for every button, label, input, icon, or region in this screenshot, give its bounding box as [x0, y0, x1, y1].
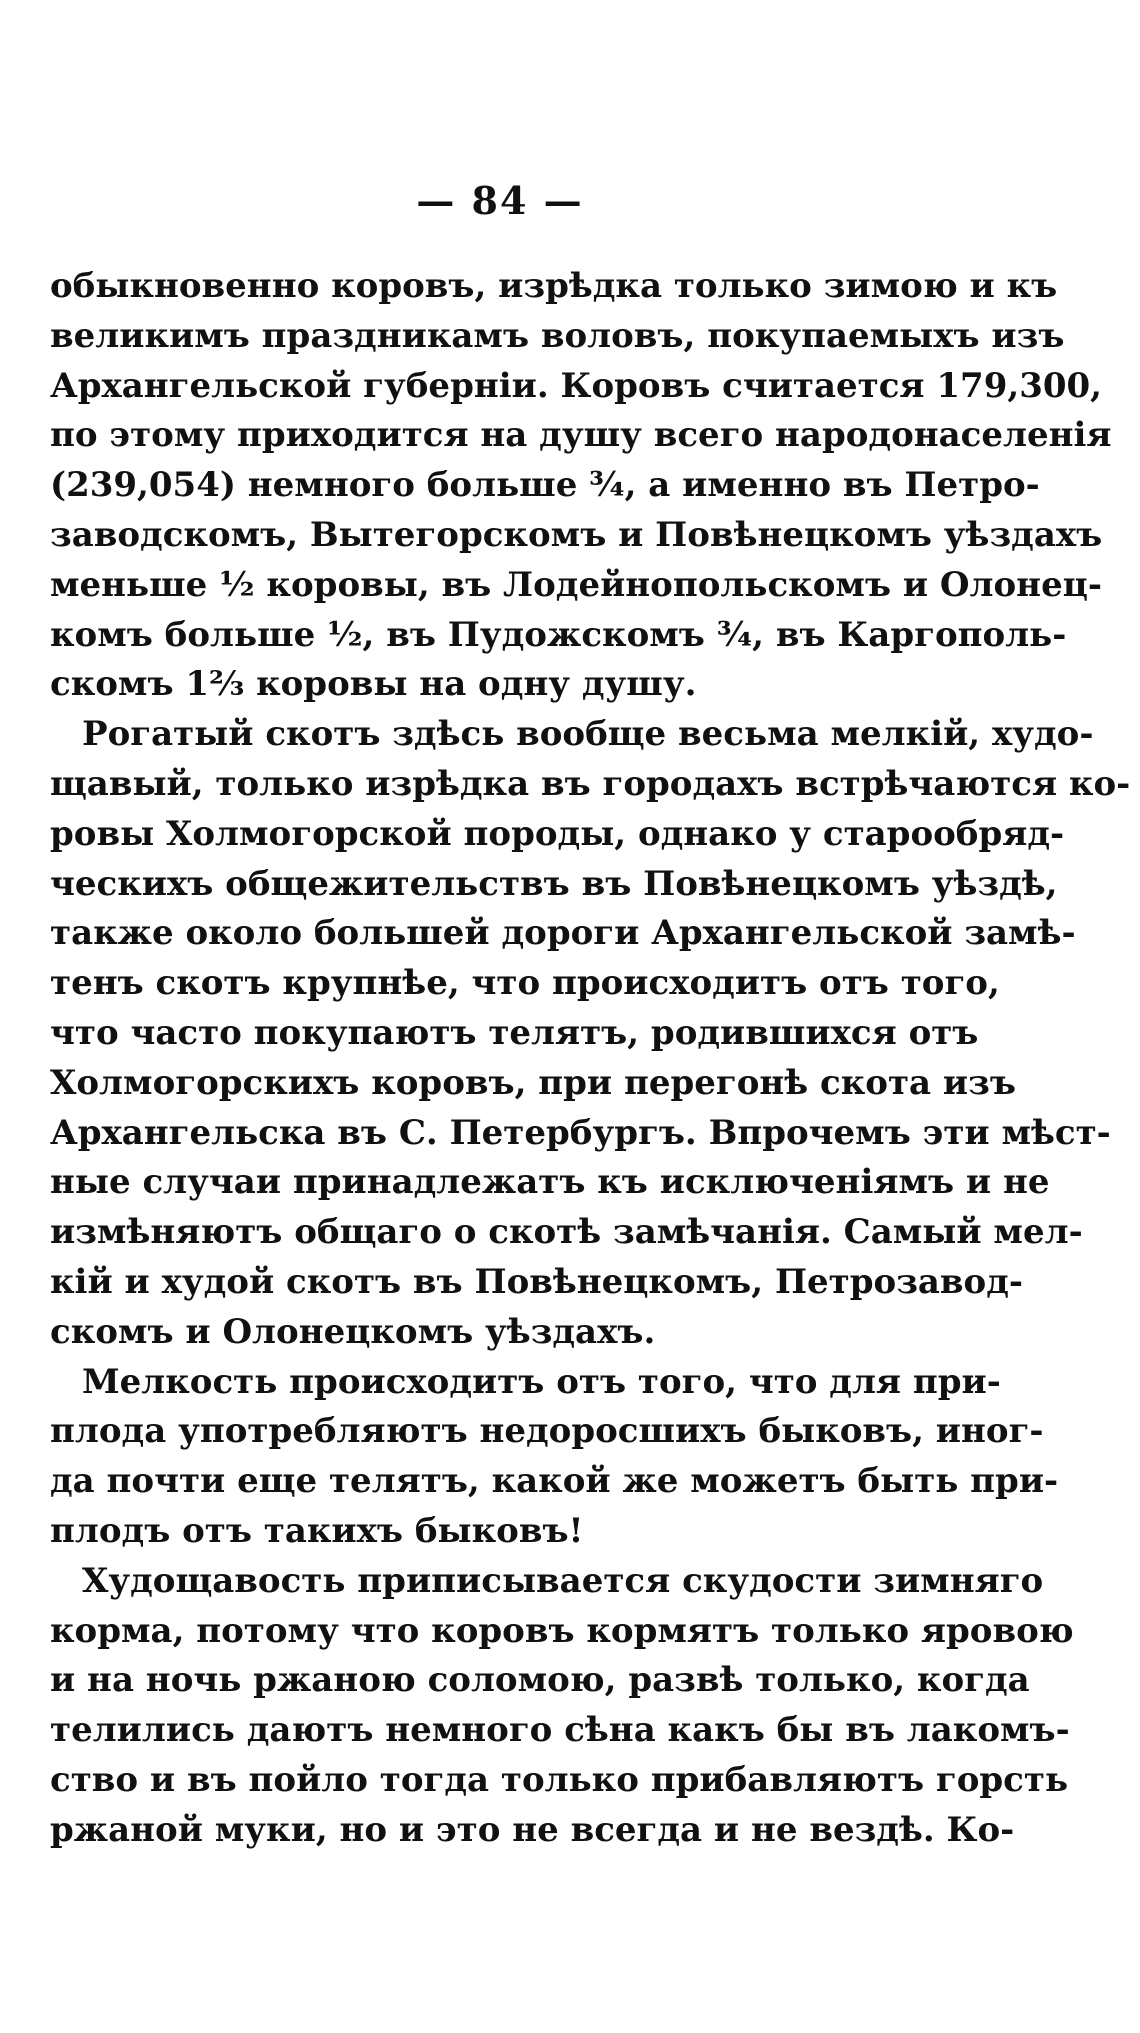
text-line: великимъ праздникамъ воловъ, покупаемыхъ изъ: [50, 315, 1065, 356]
text-line: да почти еще телятъ, какой же можетъ быть при-: [50, 1461, 1059, 1502]
text-line: обыкновенно коровъ, изрѣдка только зимою и къ: [50, 266, 1058, 306]
text-line: скомъ и Олонецкомъ уѣздахъ.: [50, 1311, 656, 1352]
text-line: Худощавость приписывается скудости зимняго: [82, 1560, 1044, 1601]
text-line: кій и худой скотъ въ Повѣнецкомъ, Петрозавод-: [50, 1261, 1024, 1302]
text-line: плодъ отъ такихъ быковъ!: [50, 1510, 584, 1551]
text-line: плода употребляютъ недоросшихъ быковъ, иног-: [50, 1411, 1044, 1452]
text-line: ческихъ общежительствъ въ Повѣнецкомъ уѣздѣ,: [50, 863, 1058, 904]
text-line: ржаной муки, но и это не всегда и не вездѣ. Ко-: [50, 1809, 1015, 1850]
text-line: также около большей дороги Архангельской замѣ-: [50, 913, 1076, 954]
text-line: ные случаи принадлежатъ къ исключеніямъ и не: [50, 1162, 1050, 1203]
text-line: по этому приходится на душу всего народонаселенія: [50, 415, 1112, 456]
text-line: ство и въ пойло тогда только прибавляютъ горсть: [50, 1759, 1069, 1800]
paragraph-2: [50, 710, 1131, 1357]
text-line: Архангельска въ С. Петербургъ. Впрочемъ эти мѣст-: [50, 1112, 1111, 1153]
text-line: (239,054) немного больше ¾, а именно въ Петро-: [50, 465, 1040, 506]
text-line: телились даютъ немного сѣна какъ бы въ лакомъ-: [50, 1710, 1070, 1751]
text-line: Мелкость происходитъ отъ того, что для при-: [82, 1361, 1001, 1402]
text-line: Рогатый скотъ здѣсь вообще весьма мелкій, худо-: [82, 714, 1094, 755]
paragraph-4: [50, 1557, 1074, 1856]
text-line: тенъ скотъ крупнѣе, что происходитъ отъ того,: [50, 963, 1000, 1004]
text-line: корма, потому что коровъ кормятъ только яровою: [50, 1610, 1074, 1651]
text-line: что часто покупаютъ телятъ, родившихся отъ: [50, 1012, 979, 1053]
text-line: ровы Холмогорской породы, однако у старообряд-: [50, 813, 1065, 854]
page-number: — 84 —: [416, 178, 584, 223]
text-line: и на ночь ржаною соломою, развѣ только, когда: [50, 1660, 1030, 1701]
text-line: меньше ½ коровы, въ Лодейнопольскомъ и Олонец-: [50, 564, 1102, 605]
text-line: Архангельской губерніи. Коровъ считается 179,300,: [50, 365, 1103, 406]
body-text: [50, 262, 1131, 1856]
text-line: измѣняютъ общаго о скотѣ замѣчанія. Самый мел-: [50, 1212, 1083, 1253]
text-line: щавый, только изрѣдка въ городахъ встрѣчаются ко-: [50, 763, 1131, 804]
paragraph-3: [50, 1358, 1059, 1557]
paragraph-1: [50, 262, 1112, 710]
text-line: скомъ 1⅔ коровы на одну душу.: [50, 664, 697, 705]
text-line: Холмогорскихъ коровъ, при перегонѣ скота изъ: [50, 1062, 1016, 1103]
text-line: заводскомъ, Вытегорскомъ и Повѣнецкомъ уѣздахъ: [50, 514, 1103, 555]
text-line: комъ больше ½, въ Пудожскомъ ¾, въ Каргополь-: [50, 614, 1067, 655]
